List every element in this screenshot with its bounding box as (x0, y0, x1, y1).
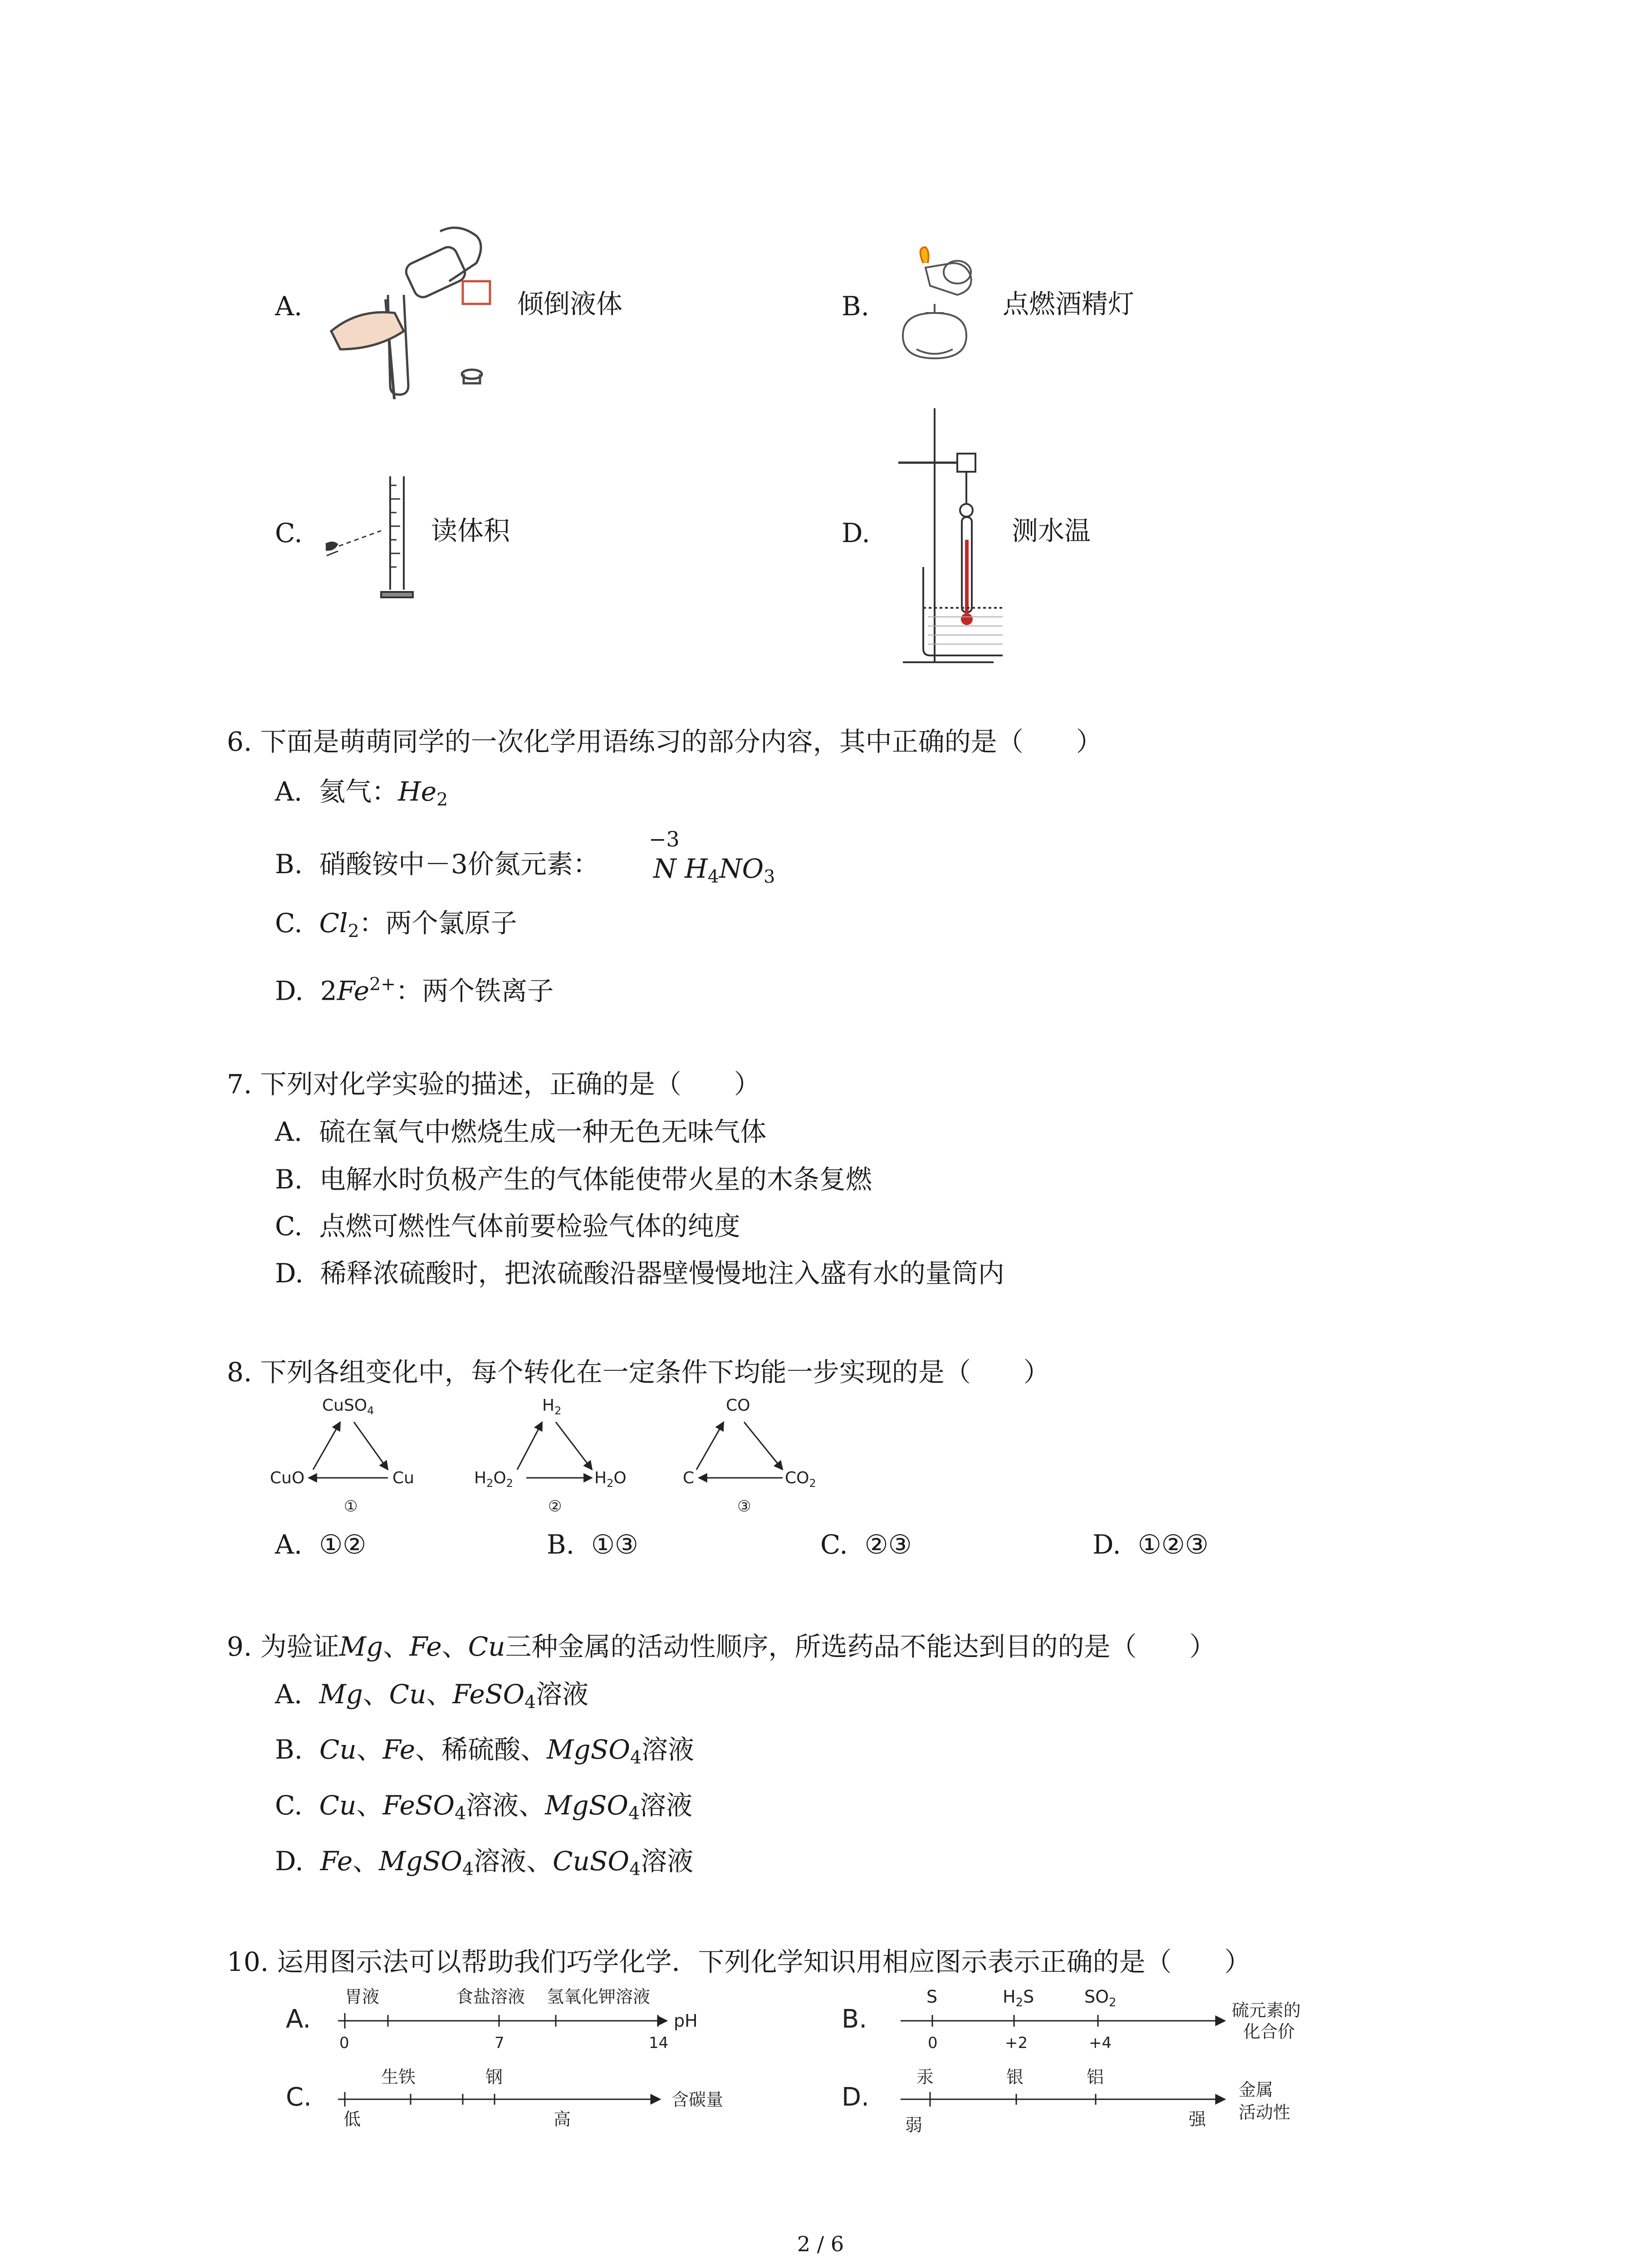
svg-text:生铁: 生铁 (381, 2067, 416, 2087)
thermometer-beaker-figure (894, 408, 1003, 671)
q5-d-label: 测水温 (1012, 515, 1091, 546)
svg-text:活动性: 活动性 (1239, 2102, 1291, 2122)
q10-line-c (286, 2067, 723, 2129)
svg-text:硫元素的: 硫元素的 (1232, 2000, 1301, 2020)
q10-line-a (286, 1987, 698, 2052)
svg-text:0: 0 (928, 2034, 938, 2052)
q8-option-d: D. ①②③ (1092, 1529, 1209, 1560)
svg-text:SO2: $SO_2$ (1084, 1987, 1117, 2009)
pouring-liquid-figure (322, 218, 504, 399)
q10-line-d (842, 2067, 1290, 2135)
svg-text:汞: 汞 (916, 2067, 934, 2087)
q8-conversion-diagrams (263, 1393, 835, 1524)
d1-right: Cu (392, 1469, 414, 1487)
svg-text:食盐溶液: 食盐溶液 (456, 1987, 525, 2007)
q8-option-c: C. ②③ (820, 1529, 912, 1560)
q7-option-c: C. 点燃可燃性气体前要检验气体的纯度 (275, 1211, 740, 1242)
graduated-cylinder-figure (322, 467, 426, 603)
q6-ammonium-nitrate: N $H_4NO_3$ (653, 853, 775, 888)
q5-d-letter: D. (842, 518, 870, 548)
q10-d-letter: D. (842, 2082, 869, 2112)
q7-option-d: D. 稀释浓硫酸时，把浓硫酸沿器壁慢慢地注入盛有水的量筒内 (275, 1258, 1004, 1289)
d1-left: CuO (270, 1469, 305, 1487)
svg-text:铝: 铝 (1087, 2067, 1104, 2087)
q6-option-b: B. 硝酸铵中－3价氮元素： (275, 849, 599, 880)
q8-option-b: B. ①③ (547, 1529, 638, 1560)
q5-c-label: 读体积 (431, 515, 510, 546)
q5-c-letter: C. (275, 518, 303, 548)
svg-text:含碳量: 含碳量 (671, 2090, 724, 2110)
svg-text:金属: 金属 (1239, 2080, 1274, 2100)
svg-text:7: 7 (495, 2034, 505, 2052)
svg-text:H2S: $H_2S$ (1003, 1987, 1034, 2009)
q7-stem: 7. 下列对化学实验的描述，正确的是（ ） (227, 1069, 760, 1100)
svg-text:氢氧化钾溶液: 氢氧化钾溶液 (547, 1987, 651, 2007)
diagram-2 (474, 1396, 627, 1515)
d2-number: ② (548, 1497, 562, 1515)
svg-text:银: 银 (1006, 2067, 1024, 2087)
d1-top: CuSO$_4$ (322, 1396, 374, 1417)
svg-text:14: 14 (649, 2034, 669, 2052)
d3-right: $CO_2$ (785, 1469, 816, 1490)
svg-text:低: 低 (343, 2109, 361, 2129)
d2-right: $H_2O$ (594, 1469, 627, 1490)
q6-stem: 6. 下面是萌萌同学的一次化学用语练习的部分内容，其中正确的是（ ） (227, 726, 1102, 757)
d3-top: CO (726, 1396, 750, 1415)
d3-left: C (683, 1469, 695, 1487)
q8-stem: 8. 下列各组变化中，每个转化在一定条件下均能一步实现的是（ ） (227, 1357, 1050, 1388)
page-number: 2 / 6 (797, 2232, 844, 2256)
q5-a-letter: A. (275, 291, 303, 322)
svg-text:0: 0 (339, 2034, 349, 2052)
q9-option-d: D. Fe、MgSO$_4$溶液、CuSO$_4$溶液 (275, 1846, 694, 1880)
q10-stem: 10. 运用图示法可以帮助我们巧学化学．下列化学知识用相应图示表示正确的是（ ） (227, 1946, 1251, 1977)
q5-a-label: 倾倒液体 (517, 288, 623, 319)
diagram-1 (270, 1396, 414, 1515)
q9-stem: 9. 为验证Mg、Fe、Cu三种金属的活动性顺序，所选药品不能达到目的的是（ ） (227, 1631, 1216, 1662)
svg-text:钢: 钢 (485, 2067, 503, 2087)
q9-option-b: B. Cu、Fe、稀硫酸、MgSO$_4$溶液 (275, 1734, 695, 1769)
d1-number: ① (344, 1497, 358, 1515)
svg-text:强: 强 (1189, 2109, 1206, 2129)
diagram-3 (683, 1396, 816, 1515)
q10-line-b (842, 1987, 1301, 2052)
q6-option-c: C. $Cl_2$：两个氯原子 (275, 908, 517, 942)
svg-text:+2: +2 (1005, 2034, 1028, 2052)
svg-text:高: 高 (554, 2109, 571, 2129)
alcohol-lamp-figure (889, 245, 998, 372)
q8-option-a: A. ①② (275, 1529, 367, 1560)
q10-c-letter: C. (286, 2082, 312, 2112)
q10-b-letter: B. (842, 2004, 867, 2034)
d3-number: ③ (737, 1497, 751, 1515)
q9-option-c: C. Cu、FeSO$_4$溶液、MgSO$_4$溶液 (275, 1790, 693, 1824)
q10-a-letter: A. (286, 2004, 311, 2034)
q5-b-letter: B. (842, 291, 870, 322)
q6-option-a: A. 氦气：$He_2$ (275, 776, 448, 811)
q7-option-a: A. 硫在氧气中燃烧生成一种无色无味气体 (275, 1116, 767, 1147)
svg-text:pH: pH (674, 2011, 698, 2031)
svg-text:胃液: 胃液 (345, 1987, 380, 2007)
d2-top: $H_2$ (542, 1396, 562, 1417)
q10-number-lines (272, 1987, 1361, 2136)
d2-left: $H_2O_2$ (474, 1469, 513, 1490)
q5-b-label: 点燃酒精灯 (1003, 288, 1135, 319)
q6-option-d: D. $2Fe^{2+}$：两个铁离子 (275, 974, 554, 1007)
q9-option-a: A. Mg、Cu、FeSO$_4$溶液 (275, 1679, 589, 1713)
svg-text:S: S (926, 1987, 938, 2007)
q7-option-b: B. 电解水时负极产生的气体能使带火星的木条复燃 (275, 1164, 872, 1195)
svg-text:化合价: 化合价 (1243, 2022, 1295, 2042)
svg-text:弱: 弱 (905, 2115, 923, 2135)
q6-valence-label: −3 (649, 827, 680, 851)
svg-text:+4: +4 (1089, 2034, 1112, 2052)
